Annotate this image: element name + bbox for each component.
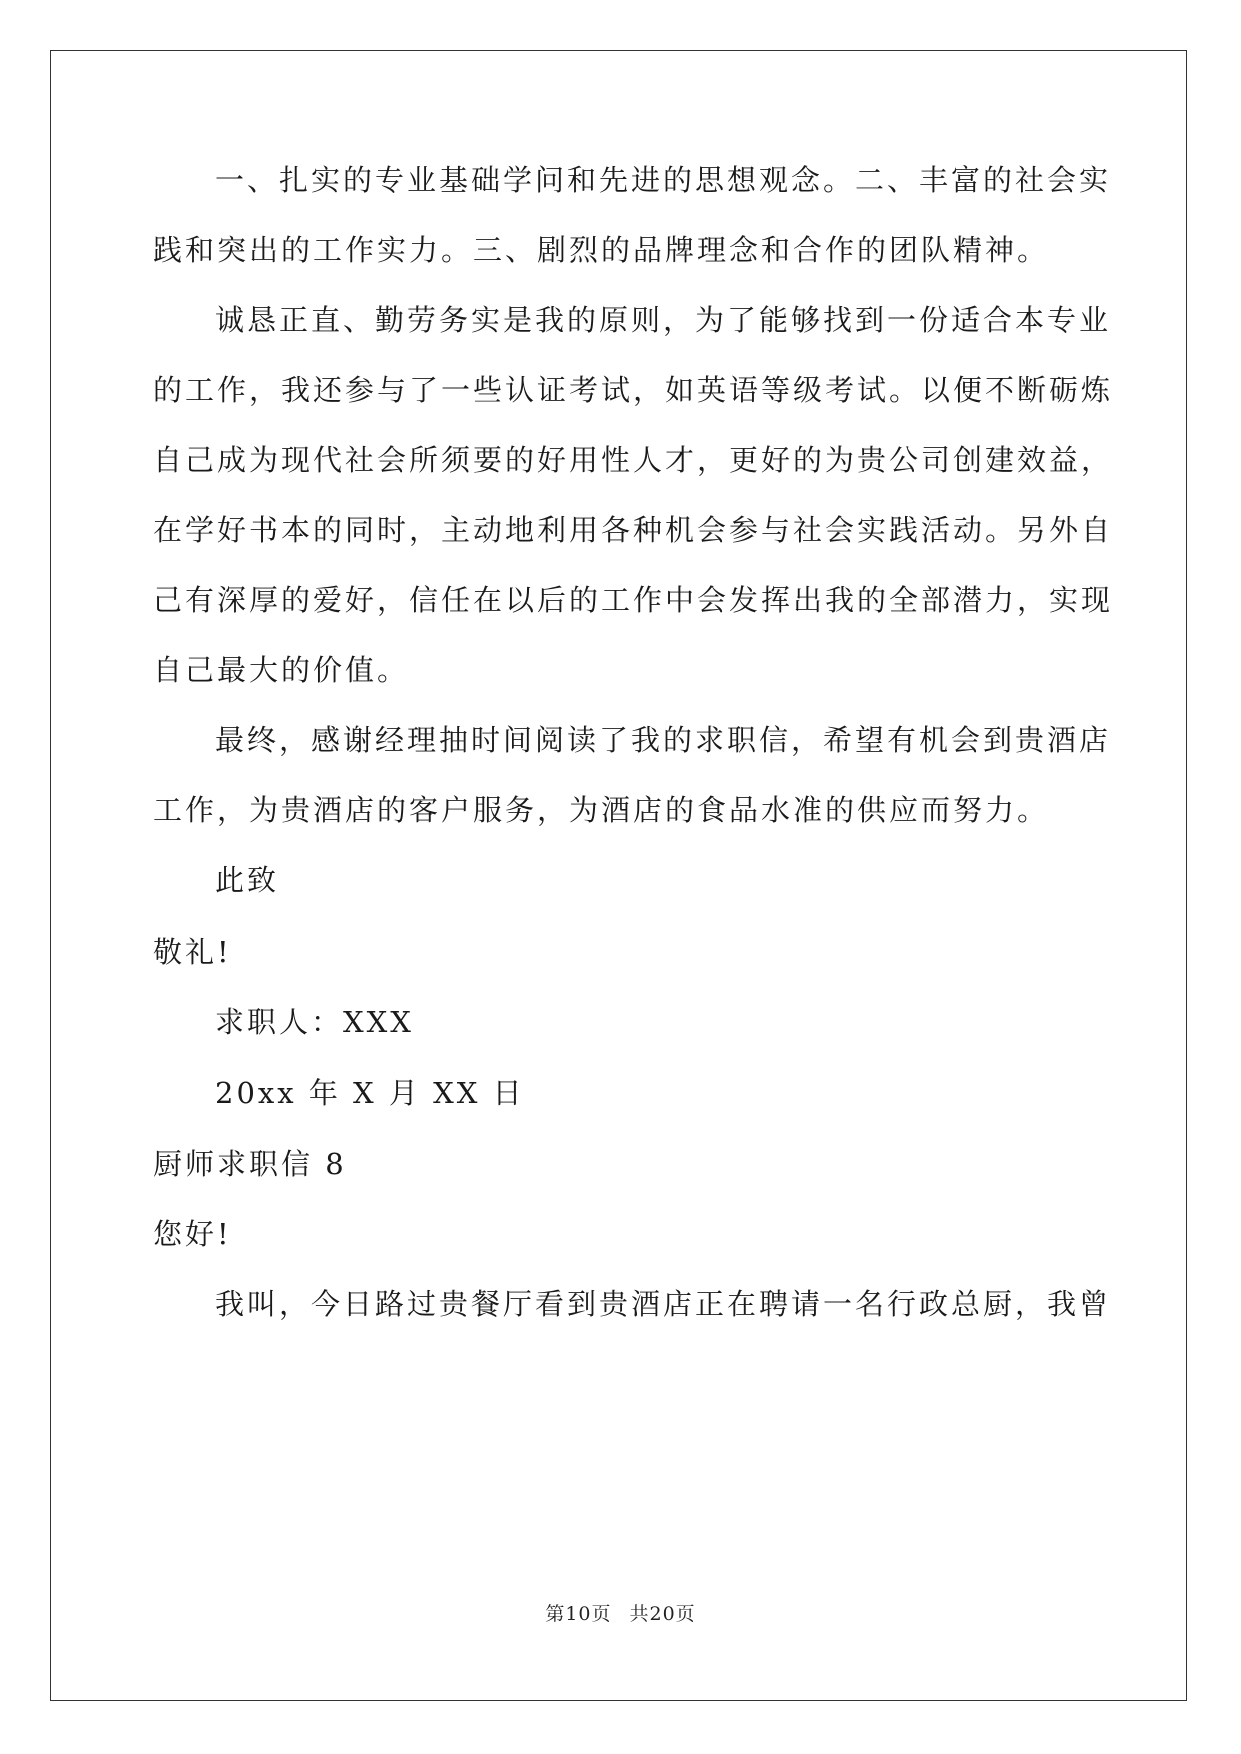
paragraph-line: 自己成为现代社会所须要的好用性人才，更好的为贵公司创建效益，	[153, 443, 1114, 477]
paragraph-line: 我叫，今日路过贵餐厅看到贵酒店正在聘请一名行政总厨，我曾	[215, 1287, 1112, 1321]
letter-date: 20xx 年 X 月 XX 日	[215, 1076, 525, 1110]
section-heading: 厨师求职信 8	[153, 1147, 347, 1181]
paragraph-line: 在学好书本的同时，主动地利用各种机会参与社会实践活动。另外自	[153, 513, 1114, 547]
paragraph-line: 最终，感谢经理抽时间阅读了我的求职信，希望有机会到贵酒店	[215, 723, 1112, 757]
paragraph-line: 己有深厚的爱好，信任在以后的工作中会发挥出我的全部潜力，实现	[153, 583, 1114, 617]
paragraph-line: 工作，为贵酒店的客户服务，为酒店的食品水准的供应而努力。	[153, 793, 1050, 827]
paragraph-line: 自己最大的价值。	[153, 653, 410, 687]
page-footer	[0, 1599, 1241, 1626]
closing-regards: 敬礼!	[153, 935, 232, 969]
page-total: 共20页	[629, 1603, 696, 1625]
paragraph-line: 的工作，我还参与了一些认证考试，如英语等级考试。以便不断砺炼	[153, 373, 1114, 407]
closing-salutation: 此致	[215, 863, 280, 897]
paragraph-line: 一、扎实的专业基础学问和先进的思想观念。二、丰富的社会实	[215, 163, 1112, 197]
applicant-signature: 求职人：XXX	[215, 1005, 414, 1039]
page-number: 第10页	[545, 1603, 612, 1625]
paragraph-line: 诚恳正直、勤劳务实是我的原则，为了能够找到一份适合本专业	[215, 303, 1112, 337]
greeting: 您好!	[153, 1217, 232, 1251]
paragraph-line: 践和突出的工作实力。三、剧烈的品牌理念和合作的团队精神。	[153, 233, 1050, 267]
